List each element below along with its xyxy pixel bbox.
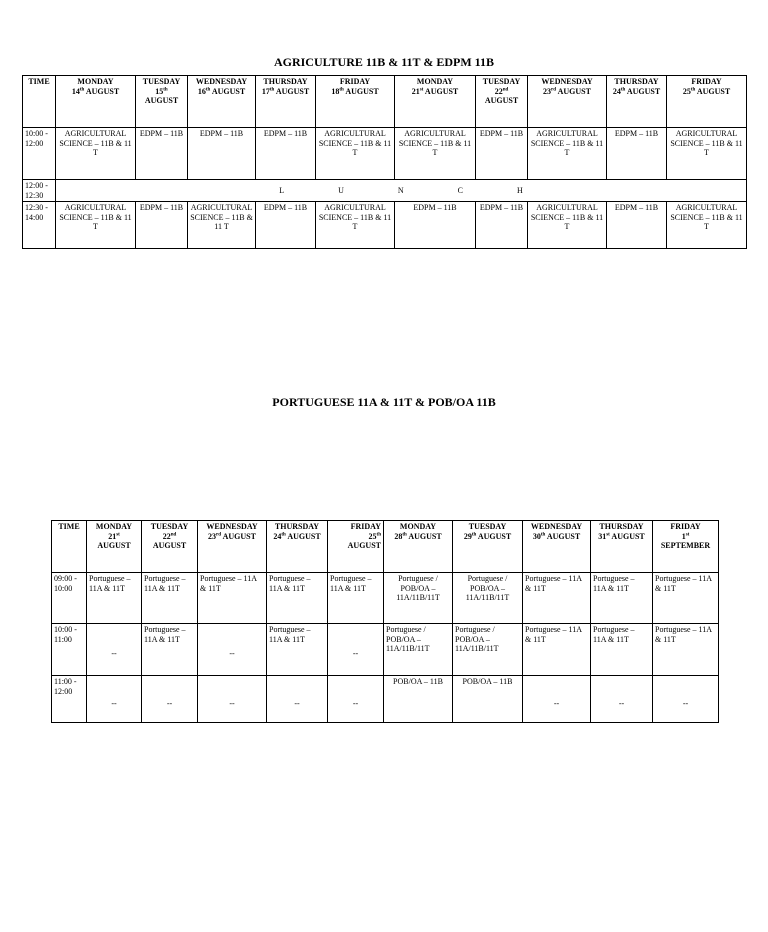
time-cell: 10:00 - 12:00 bbox=[23, 128, 56, 180]
day-header: FRIDAY 25th AUGUST bbox=[667, 76, 747, 128]
empty-session-cell: -- bbox=[523, 676, 591, 723]
session-cell: AGRICULTURAL SCIENCE – 11B & 11 T bbox=[667, 128, 747, 180]
session-cell: Portuguese / POB/OA – 11A/11B/11T bbox=[384, 624, 453, 676]
time-cell: 12:30 - 14:00 bbox=[23, 202, 56, 249]
session-cell: EDPM – 11B bbox=[607, 202, 667, 249]
agri-session-row-2 bbox=[23, 202, 747, 249]
session-cell: EDPM – 11B bbox=[256, 128, 316, 180]
session-cell: EDPM – 11B bbox=[256, 202, 316, 249]
session-cell: EDPM – 11B bbox=[395, 202, 476, 249]
session-cell: Portuguese – 11A & 11T bbox=[591, 624, 653, 676]
session-cell: EDPM – 11B bbox=[476, 128, 528, 180]
session-cell: Portuguese – 11A & 11T bbox=[653, 624, 719, 676]
empty-session-cell: -- bbox=[328, 624, 384, 676]
day-header: FRIDAY 1st SEPTEMBER bbox=[653, 521, 719, 573]
port-session-row-1 bbox=[52, 573, 719, 624]
lunch-letter: N bbox=[397, 185, 404, 195]
empty-session-cell: -- bbox=[87, 676, 142, 723]
lunch-letter: C bbox=[457, 185, 463, 195]
day-header: MONDAY 14th AUGUST bbox=[56, 76, 136, 128]
port-session-row-3 bbox=[52, 676, 719, 723]
session-cell: AGRICULTURAL SCIENCE – 11B & 11 T bbox=[528, 128, 607, 180]
session-cell: Portuguese – 11A & 11T bbox=[523, 624, 591, 676]
lunch-letter: U bbox=[338, 185, 344, 195]
session-cell: EDPM – 11B bbox=[607, 128, 667, 180]
agri-session-row-1 bbox=[23, 128, 747, 180]
session-cell: Portuguese – 11A & 11T bbox=[198, 573, 267, 624]
session-cell: Portuguese – 11A & 11T bbox=[523, 573, 591, 624]
time-header: TIME bbox=[52, 521, 87, 573]
day-header: TUESDAY 22nd AUGUST bbox=[142, 521, 198, 573]
day-header: WEDNESDAY 23rd AUGUST bbox=[198, 521, 267, 573]
time-cell: 11:00 - 12:00 bbox=[52, 676, 87, 723]
session-cell: AGRICULTURAL SCIENCE – 11B & 11 T bbox=[316, 202, 395, 249]
session-cell: Portuguese – 11A & 11T bbox=[142, 624, 198, 676]
session-cell: Portuguese / POB/OA – 11A/11B/11T bbox=[453, 573, 523, 624]
day-header: WEDNESDAY 16th AUGUST bbox=[188, 76, 256, 128]
session-cell: AGRICULTURAL SCIENCE – 11B & 11 T bbox=[667, 202, 747, 249]
empty-session-cell: -- bbox=[653, 676, 719, 723]
empty-session-cell: -- bbox=[198, 624, 267, 676]
day-header: WEDNESDAY 30th AUGUST bbox=[523, 521, 591, 573]
session-cell: Portuguese – 11A & 11T bbox=[591, 573, 653, 624]
time-cell: 10:00 - 11:00 bbox=[52, 624, 87, 676]
time-cell: 12:00 - 12:30 bbox=[23, 180, 56, 202]
lunch-banner bbox=[56, 180, 747, 202]
empty-session-cell: -- bbox=[267, 676, 328, 723]
session-cell: AGRICULTURAL SCIENCE – 11B & 11 T bbox=[395, 128, 476, 180]
day-header: MONDAY 28th AUGUST bbox=[384, 521, 453, 573]
lunch-letter: H bbox=[517, 185, 523, 195]
session-cell: EDPM – 11B bbox=[188, 128, 256, 180]
day-header: MONDAY 21st AUGUST bbox=[87, 521, 142, 573]
port-session-row-2 bbox=[52, 624, 719, 676]
session-cell: Portuguese – 11A & 11T bbox=[653, 573, 719, 624]
day-header: TUESDAY 29th AUGUST bbox=[453, 521, 523, 573]
session-cell: Portuguese – 11A & 11T bbox=[267, 573, 328, 624]
day-header: THURSDAY 24th AUGUST bbox=[607, 76, 667, 128]
day-header: THURSDAY 17th AUGUST bbox=[256, 76, 316, 128]
day-header: WEDNESDAY 23rd AUGUST bbox=[528, 76, 607, 128]
agriculture-title: AGRICULTURE 11B & 11T & EDPM 11B bbox=[273, 55, 495, 69]
day-header: THURSDAY 24th AUGUST bbox=[267, 521, 328, 573]
agri-lunch-row bbox=[23, 180, 747, 202]
empty-session-cell: -- bbox=[198, 676, 267, 723]
session-cell: Portuguese / POB/OA – 11A/11B/11T bbox=[453, 624, 523, 676]
portuguese-timetable bbox=[51, 520, 719, 723]
empty-session-cell: -- bbox=[87, 624, 142, 676]
day-header: MONDAY 21st AUGUST bbox=[395, 76, 476, 128]
empty-session-cell: -- bbox=[142, 676, 198, 723]
session-cell: Portuguese – 11A & 11T bbox=[142, 573, 198, 624]
session-cell: AGRICULTURAL SCIENCE – 11B & 11 T bbox=[316, 128, 395, 180]
empty-session-cell: -- bbox=[591, 676, 653, 723]
time-cell: 09:00 - 10:00 bbox=[52, 573, 87, 624]
session-cell: AGRICULTURAL SCIENCE – 11B & 11 T bbox=[188, 202, 256, 249]
session-cell: AGRICULTURAL SCIENCE – 11B & 11 T bbox=[528, 202, 607, 249]
session-cell: AGRICULTURAL SCIENCE – 11B & 11 T bbox=[56, 128, 136, 180]
day-header: TUESDAY 22nd AUGUST bbox=[476, 76, 528, 128]
day-header: TUESDAY 15th AUGUST bbox=[136, 76, 188, 128]
portuguese-title: PORTUGUESE 11A & 11T & POB/OA 11B bbox=[272, 395, 496, 409]
session-cell: Portuguese – 11A & 11T bbox=[267, 624, 328, 676]
lunch-letter: L bbox=[279, 185, 285, 195]
session-cell: Portuguese – 11A & 11T bbox=[328, 573, 384, 624]
empty-session-cell: -- bbox=[328, 676, 384, 723]
time-header: TIME bbox=[23, 76, 56, 128]
session-cell: EDPM – 11B bbox=[136, 128, 188, 180]
session-cell: POB/OA – 11B bbox=[384, 676, 453, 723]
session-cell: AGRICULTURAL SCIENCE – 11B & 11 T bbox=[56, 202, 136, 249]
port-header-row bbox=[52, 521, 719, 573]
session-cell: Portuguese – 11A & 11T bbox=[87, 573, 142, 624]
session-cell: EDPM – 11B bbox=[136, 202, 188, 249]
day-header: FRIDAY 18th AUGUST bbox=[316, 76, 395, 128]
day-header: THURSDAY 31st AUGUST bbox=[591, 521, 653, 573]
agri-header-row bbox=[23, 76, 747, 128]
session-cell: Portuguese / POB/OA – 11A/11B/11T bbox=[384, 573, 453, 624]
day-header: FRIDAY 25th AUGUST bbox=[328, 521, 384, 573]
session-cell: POB/OA – 11B bbox=[453, 676, 523, 723]
agriculture-timetable bbox=[22, 75, 747, 249]
session-cell: EDPM – 11B bbox=[476, 202, 528, 249]
